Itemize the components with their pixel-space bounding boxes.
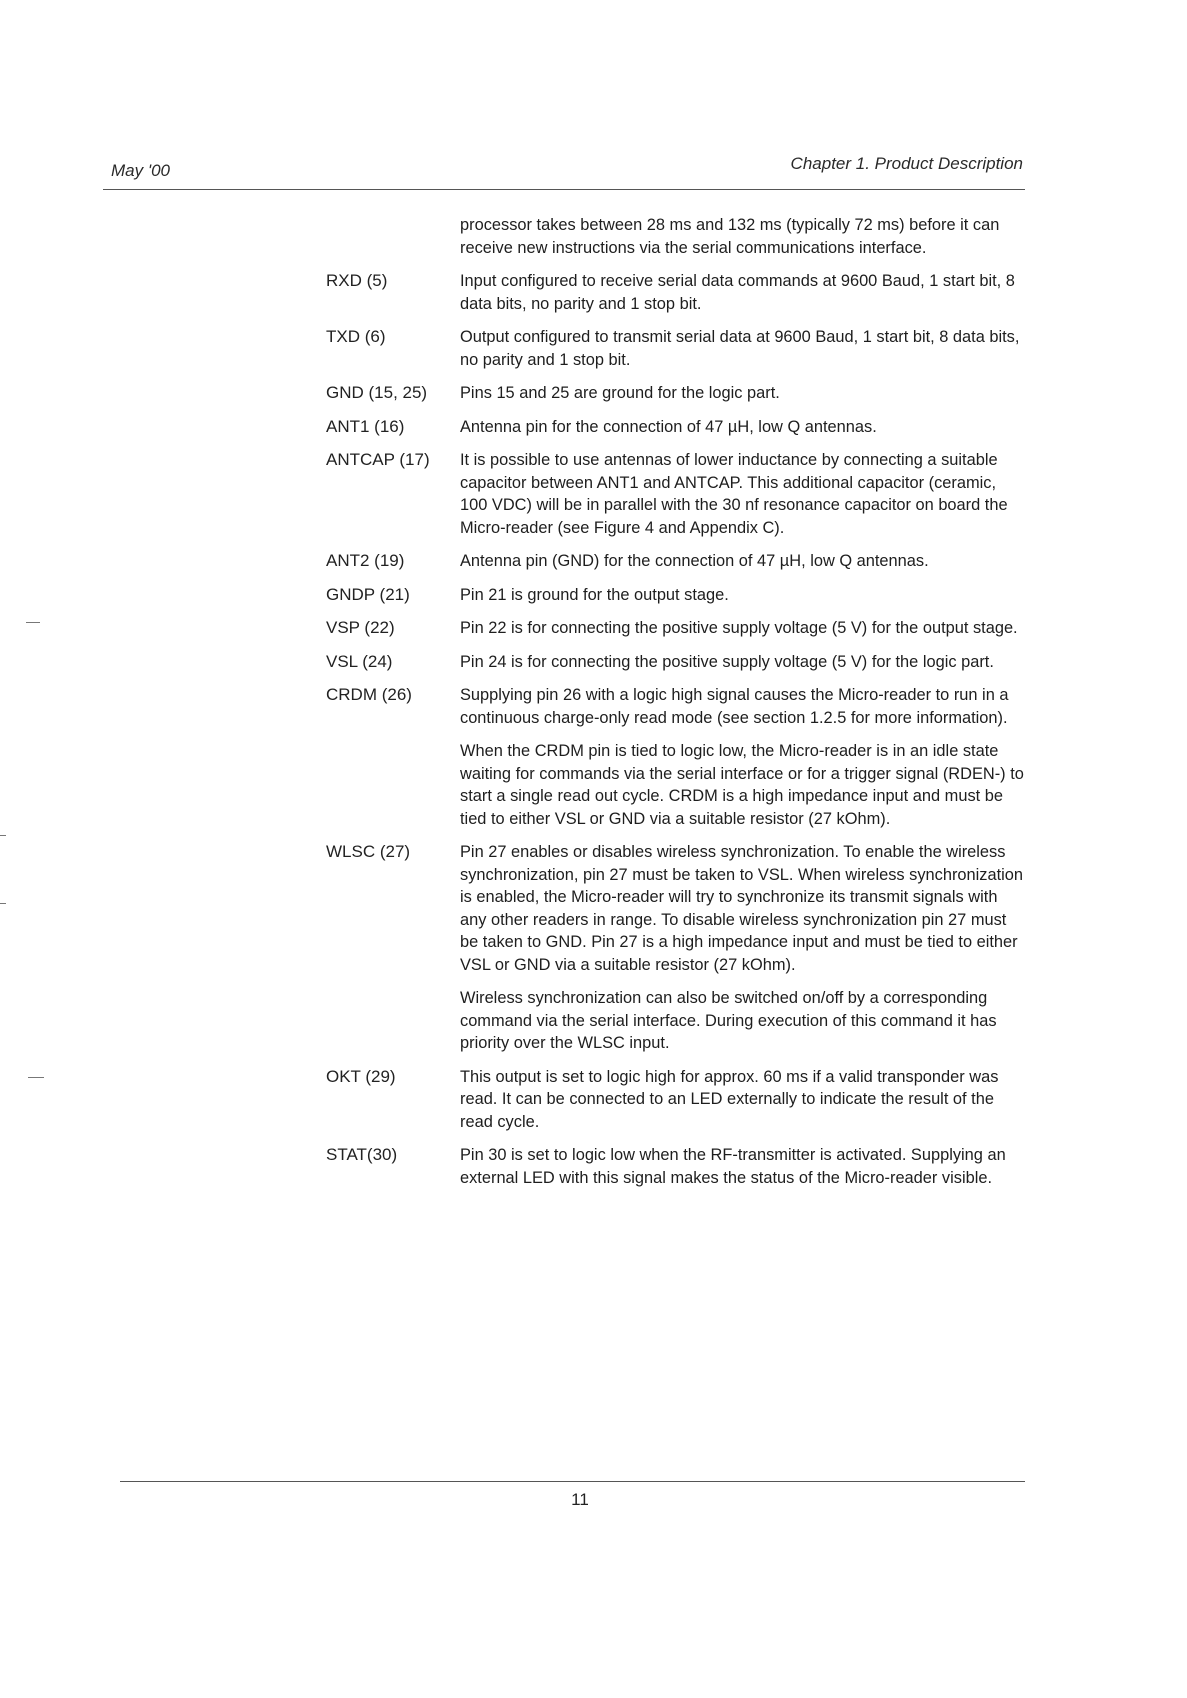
pin-description (460, 382, 1026, 405)
pin-description (460, 214, 1026, 259)
pin-label: OKT (29) (326, 1066, 396, 1086)
pin-entry (326, 416, 1026, 439)
pin-entry (326, 326, 1026, 371)
pin-entry (326, 1144, 1026, 1189)
description-paragraph: Output configured to transmit serial data at 9600 Baud, 1 start bit, 8 data bits, no parity and 1 stop bit. (460, 328, 1020, 369)
pin-label: VSL (24) (326, 651, 393, 671)
description-paragraph: Pin 30 is set to logic low when the RF-transmitter is activated. Supplying an external LED with this signal makes the status of the Micro-reader visible. (460, 1146, 1006, 1187)
pin-entry (326, 584, 1026, 607)
pin-entry (326, 841, 1026, 1055)
pin-description (460, 416, 1026, 439)
scan-mark (0, 835, 6, 836)
pin-entry (326, 550, 1026, 573)
description-paragraph: Pins 15 and 25 are ground for the logic part. (460, 384, 780, 402)
description-paragraph: Antenna pin (GND) for the connection of 47 µH, low Q antennas. (460, 552, 929, 570)
description-paragraph: This output is set to logic high for approx. 60 ms if a valid transponder was read. It can be connected to an LED externally to indicate the result of the read cycle. (460, 1067, 999, 1131)
header-date: May '00 (111, 161, 170, 180)
header-rule (103, 189, 1025, 190)
pin-description (460, 684, 1026, 830)
pin-description (460, 449, 1026, 539)
pin-label: VSP (22) (326, 618, 395, 637)
header-chapter-title: Chapter 1. Product Description (790, 154, 1023, 173)
pin-label (326, 214, 460, 259)
pin-label: ANT1 (16) (326, 416, 405, 436)
description-paragraph: Antenna pin for the connection of 47 µH, low Q antennas. (460, 417, 877, 436)
pin-description-list (326, 214, 1026, 1200)
pin-label: GNDP (21) (326, 584, 410, 604)
pin-entry (326, 382, 1026, 405)
pin-entry (326, 1066, 1026, 1134)
pin-label: GND (15, 25) (326, 383, 428, 402)
pin-entry (326, 214, 1026, 259)
pin-label: ANT2 (19) (326, 551, 405, 570)
pin-label: STAT(30) (326, 1145, 398, 1164)
description-paragraph: processor takes between 28 ms and 132 ms (typically 72 ms) before it can receive new instructions via the serial communications interface. (460, 216, 1000, 257)
pin-description (460, 584, 1026, 607)
page-number: 11 (571, 1490, 589, 1509)
pin-description (460, 1066, 1026, 1134)
pin-label: CRDM (26) (326, 685, 412, 704)
page-header (103, 152, 1023, 182)
description-paragraph: Pin 27 enables or disables wireless synchronization. To enable the wireless synchronization, pin 27 must be taken to VSL. When wireless synchronization is enabled, the Micro-reader will try to synchronize its transmit signals with any other readers in range. To disable wireless synchronization pin 27 must be taken to GND. Pin 27 is a high impedance input and must be tied to either VSL or GND via a suitable resistor (27 kOhm). (460, 843, 1024, 974)
pin-label: RXD (5) (326, 271, 388, 290)
pin-entry (326, 684, 1026, 830)
pin-description (460, 651, 1026, 674)
pin-description (460, 841, 1026, 1055)
pin-description (460, 326, 1026, 371)
description-paragraph: When the CRDM pin is tied to logic low, the Micro-reader is in an idle state waiting for commands via the serial interface or for a trigger signal (RDEN-) to start a single read out cycle. CRDM is a high impedance input and must be tied to either VSL or GND via a suitable resistor (27 kOhm). (460, 742, 1024, 828)
pin-description (460, 270, 1026, 315)
pin-label: TXD (6) (326, 327, 386, 346)
pin-description (460, 617, 1026, 640)
pin-description (460, 1144, 1026, 1189)
pin-label: WLSC (27) (326, 842, 411, 861)
description-paragraph: Pin 22 is for connecting the positive supply voltage (5 V) for the output stage. (460, 619, 1018, 637)
pin-entry (326, 617, 1026, 640)
footer-rule (120, 1481, 1025, 1482)
scan-mark (26, 622, 40, 623)
scan-mark (28, 1077, 44, 1078)
pin-entry (326, 270, 1026, 315)
description-paragraph: Supplying pin 26 with a logic high signal causes the Micro-reader to run in a continuous charge-only read mode (see section 1.2.5 for more information). (460, 686, 1009, 727)
pin-label: ANTCAP (17) (326, 450, 430, 469)
pin-entry (326, 449, 1026, 539)
description-paragraph: Input configured to receive serial data commands at 9600 Baud, 1 start bit, 8 data bits, no parity and 1 stop bit. (460, 272, 1015, 313)
scan-mark (0, 903, 6, 904)
description-paragraph: Pin 24 is for connecting the positive supply voltage (5 V) for the logic part. (460, 652, 994, 671)
pin-entry (326, 651, 1026, 674)
description-paragraph: It is possible to use antennas of lower inductance by connecting a suitable capacitor between ANT1 and ANTCAP. This additional capacitor (ceramic, 100 VDC) will be in parallel with the 30 nf resonance capacitor on board the Micro-reader (see Figure 4 and Appendix C). (460, 451, 1008, 537)
pin-description (460, 550, 1026, 573)
description-paragraph: Wireless synchronization can also be switched on/off by a corresponding command via the serial interface. During execution of this command it has priority over the WLSC input. (460, 989, 997, 1052)
description-paragraph: Pin 21 is ground for the output stage. (460, 585, 729, 604)
